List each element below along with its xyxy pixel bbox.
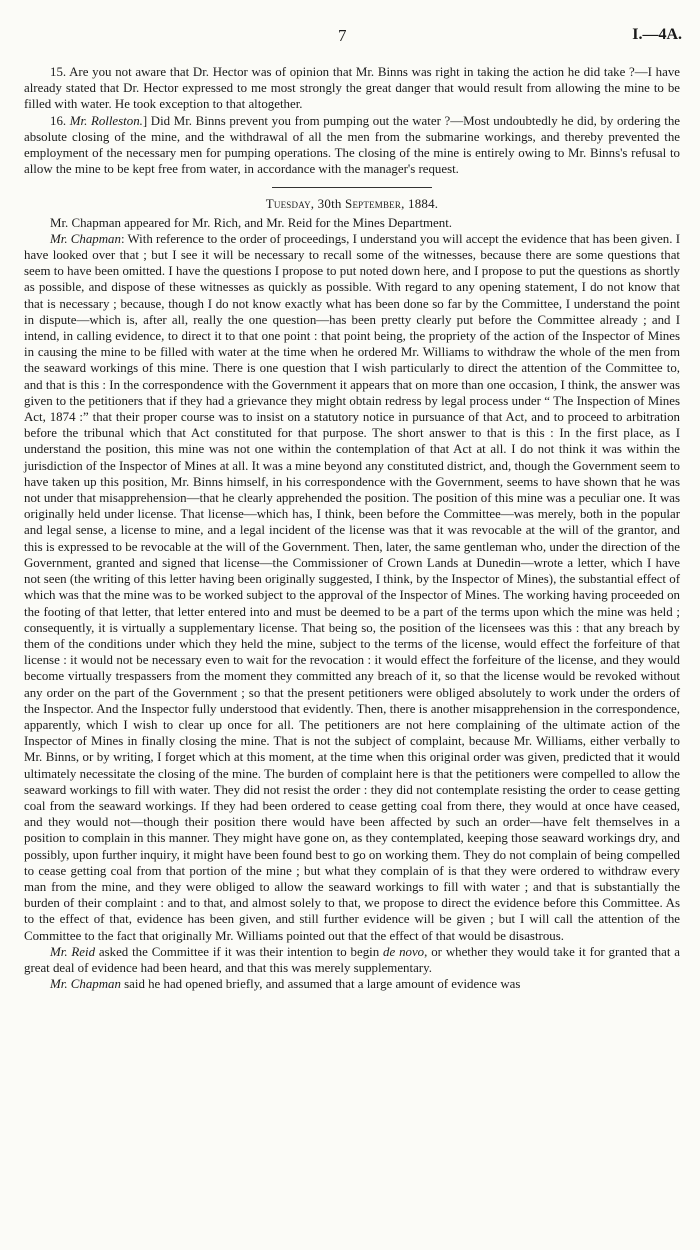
question-text: Are you not aware that Dr. Hector was of opinion that Mr. Binns was right in taking the action he did take ?—I have already stated that Dr. Hector expressed to me most strongly the great danger that would result from allowing the mine to be filled with water. He took exception to that altogether. <box>24 65 680 112</box>
question-16 <box>24 113 680 178</box>
session-date-heading <box>24 196 680 212</box>
statement-text-a: asked the Committee if it was their intention to begin <box>95 944 384 959</box>
chapman-statement <box>24 231 680 944</box>
question-15 <box>24 64 680 113</box>
speaker-name: Mr. Rolleston. <box>69 113 143 128</box>
reid-statement <box>24 944 680 976</box>
page-header <box>0 26 700 48</box>
session-day: Tuesday <box>265 196 311 212</box>
document-reference: I.—4A. <box>632 26 682 43</box>
session-month: September <box>345 196 402 212</box>
session-year: , 1884. <box>401 196 439 212</box>
statement-text-b: , or whether they would take it for granted that a great deal of evidence had been heard, and that this was merely supplementary. <box>24 944 680 975</box>
page-number: 7 <box>338 26 347 45</box>
session-date: , 30th <box>310 196 346 212</box>
speaker-name: Mr. Chapman <box>50 977 121 992</box>
chapman-second-statement <box>24 976 680 992</box>
speaker-name: Mr. Reid <box>50 944 96 959</box>
question-number: 16. <box>50 113 67 128</box>
speaker-name: Mr. Chapman <box>50 231 121 246</box>
appearance-paragraph: Mr. Chapman appeared for Mr. Rich, and Mr. Reid for the Mines Department. <box>50 215 453 230</box>
section-divider <box>272 187 432 188</box>
question-number: 15. <box>50 65 67 79</box>
statement-text: said he had opened briefly, and assumed that a large amount of evidence was <box>120 977 521 992</box>
question-text: ] Did Mr. Binns prevent you from pumping out the water ?—Most undoubtedly he did, by ordering the absolute closing of the mine, and the withdrawal of all the men from the submarine workings, and thereby prevented the employment of the necessary men for pumping operations. The closing of the mine is entirely owing to Mr. Binns's refusal to allow the mine to be kept free from water, in accordance with the manager's request. <box>24 113 680 177</box>
latin-phrase: de novo <box>383 944 425 959</box>
statement-text: : With reference to the order of proceedings, I understand you will accept the evidence that has been given. I have looked over that ; but I see it will be necessary to recall some of the witnesses, because there are some questions that seem to have been omitted. I have the questions I propose to put noted down here, and I propose to put the questions as shortly as possible, and dispose of these witnesses as quickly as possible. With regard to any opening statement, I do not know that that is necessary ; because, though I do not know exactly what has been done so far by the Committee, I understand the point in dispute—which is, after all, really the one question—has been pretty clearly put before the Committee already ; and I intend, in calling evidence, to direct it to that one point : that point being, the propriety of the action of the Inspector of Mines in causing the mine to be filled with water at the time when he ordered Mr. Williams to withdraw the whole of the men from the seaward workings of this mine. There is one question that I wish particularly to direct the attention of the Committee to, and that is this : In the correspondence with the Government it appears that on more than one occasion, I think, the answer was given to the petitioners that if they had a grievance they might obtain redress by legal process under “ The Inspection of Mines Act, 1874 :” that their proper course was to insist on a statutory notice in pursuance of that Act, and to proceed to arbitration before the tribunal which that Act constituted for that purpose. The short answer to that is this : In the first place, as I understand the position, this mine was not one within the contemplation of that Act at all. I do not think it was within the jurisdiction of the Inspector of Mines at all. It was a mine beyond any constituted district, and, though the Government seem to have taken up this position, Mr. Binns himself, in his correspondence with the Government, seems to have shown that he was not under that misapprehension—that he clearly apprehended the position. The position of this mine was a peculiar one. It was originally held under license. That license—which has, I think, been before the Committee—was merely, both in the popular and legal sense, a license to mine, and a legal incident of the license was that it was revocable at the will of the grantor, and this is expressed to be revocable at the will of the Government. Then, later, the same gentleman who, under the direction of the Government, granted and signed that license—the Commissioner of Crown Lands at Dunedin—wrote a letter, which I have not seen (the writing of this letter having been originally suggested, I think, by the Inspector of Mines), the substantial effect of which was that the mine was to be worked subject to the approval of the Inspector of Mines. The working having proceeded on the footing of that letter, that letter entered into and must be deemed to be a part of the terms upon which the mine was held ; consequently, it is virtually a supplementary license. That being so, the position of the licensees was this : that any breach by them of the conditions under which they held the mine, subject to the terms of the license, would effect the forfeiture of that license : it would not be necessary even to wait for the revocation : it would effect the forfeiture of the license, and they would become virtually trespassers from the moment they committed any breach of it, so that the license would be revoked without any order on the part of the Government ; so that the present petitioners were obliged absolutely to work under the orders of the Inspector. And the Inspector fully understood that evidently. Then, there is another misapprehension in the correspondence, apparently, which I wish to clear up once for all. The petitioners are not here complaining of the ultimate action of the Inspector of Mines in finally closing the mine. That is not the subject of complaint, because Mr. Williams, either verbally to Mr. Binns, or by writing, I forget which at this moment, at the time when this original order was given, predicted that it would ultimately necessitate the closing of the mine. The burden of complaint here is that the petitioners were compelled to allow the seaward workings to fill with water. They did not resist the order : they did not contemplate resisting the order to cease getting coal from the seaward workings. If they had been ordered to cease getting coal from there, they would at once have ceased, and they would not—though their position there would have been affected by such an order—have felt themselves in a position to complain in this manner. They might have gone on, as they contemplated, keeping those seaward workings dry, and possibly, upon further inquiry, it might have been found best to go on working them. They do not complain of being compelled to cease getting coal from that portion of the mine ; but what they complain of is that they were ordered to withdraw every man from the mine, and they were obliged to allow the seaward workings to fill with water ; and that is substantially the burden of their complaint : and to that, and almost solely to that, we propose to direct the evidence before this Committee. As to the effect of that, evidence has been given, and still further evidence will be given ; but I will call the attention of the Committee to the fact that originally Mr. Williams pointed out that the effect of that would be disastrous. <box>24 231 680 943</box>
document-body <box>24 64 680 992</box>
